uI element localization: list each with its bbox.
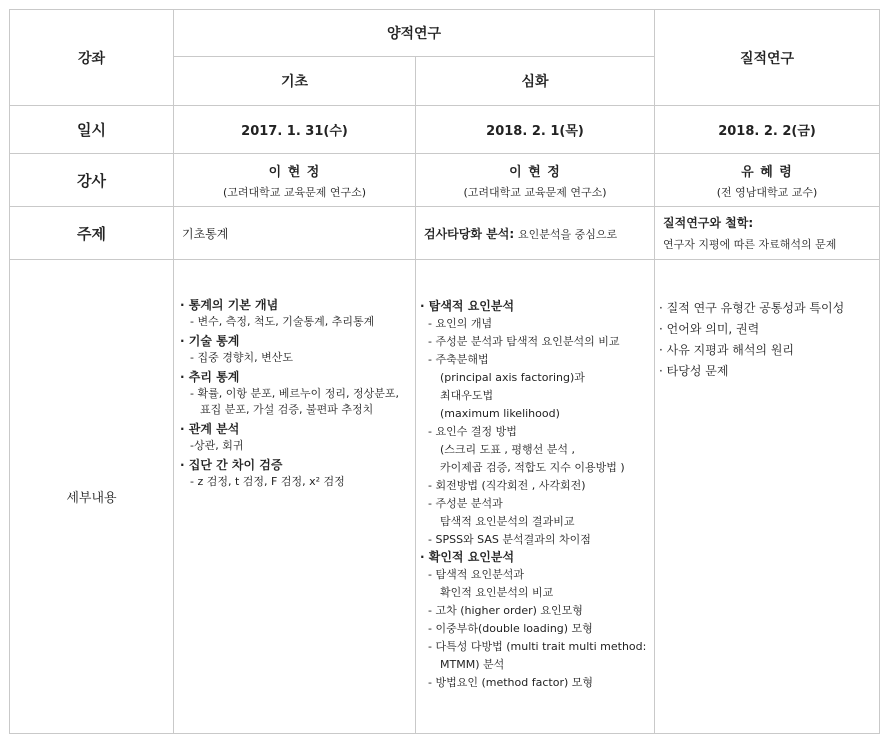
details-advanced-list xyxy=(420,298,654,692)
detail-item: - 확률, 이항 분포, 베르누이 정리, 정상분포, xyxy=(190,387,399,400)
detail-item: · 통계의 기본 개념 xyxy=(180,298,279,312)
detail-item: - 탐색적 요인분석과 xyxy=(428,568,524,581)
detail-item: · 사유 지평과 해석의 원리 xyxy=(659,343,795,357)
detail-item: · 확인적 요인분석 xyxy=(420,550,515,564)
date-qualitative: 2018. 2. 2(금) xyxy=(655,106,880,154)
details-advanced xyxy=(416,260,655,734)
detail-item: - 주축분해법 xyxy=(428,353,489,366)
topic-row-label: 주제 xyxy=(10,207,174,260)
detail-item: - 변수, 측정, 척도, 기술통계, 추리통계 xyxy=(190,315,375,328)
topic-text: 기초통계 xyxy=(182,226,229,241)
detail-item: · 관계 분석 xyxy=(180,422,240,436)
lecturer-name: 유 혜 령 xyxy=(741,164,793,180)
detail-item: · 질적 연구 유형간 공통성과 특이성 xyxy=(659,301,845,315)
details-basic-list xyxy=(180,297,415,490)
detail-item: -상관, 회귀 xyxy=(190,439,244,452)
topic-qualitative xyxy=(655,207,880,260)
detail-item: - z 검정, t 검정, F 검정, x² 검정 xyxy=(190,475,345,488)
detail-item: · 탐색적 요인분석 xyxy=(420,299,515,313)
detail-item: 확인적 요인분석의 비교 xyxy=(440,586,554,599)
date-row-label: 일시 xyxy=(10,106,174,154)
topic-title: 질적연구와 철학: xyxy=(663,216,754,230)
lecturer-name: 이 현 정 xyxy=(509,164,561,180)
detail-item: MTMM) 분석 xyxy=(440,658,505,671)
lecturer-affiliation: (고려대학교 교육문제 연구소) xyxy=(463,185,607,199)
lecturer-row-label: 강사 xyxy=(10,154,174,207)
detail-item: - 방법요인 (method factor) 모형 xyxy=(428,676,594,689)
detail-item: - 주성분 분석과 xyxy=(428,497,503,510)
detail-item: - 다특성 다방법 (multi trait multi method: xyxy=(428,640,647,653)
lecturer-basic xyxy=(174,154,416,207)
lecturer-advanced xyxy=(416,154,655,207)
details-basic xyxy=(174,260,416,734)
qualitative-header: 질적연구 xyxy=(655,10,880,106)
lecturer-affiliation: (고려대학교 교육문제 연구소) xyxy=(222,185,367,199)
detail-item: · 집단 간 차이 검증 xyxy=(180,458,283,472)
detail-item: · 추리 통계 xyxy=(180,370,240,384)
topic-subtitle: 연구자 지평에 따른 자료해석의 문제 xyxy=(663,238,837,251)
lecturer-name: 이 현 정 xyxy=(268,164,321,180)
topic-subtitle: 요인분석을 중심으로 xyxy=(517,227,618,241)
advanced-header: 심화 xyxy=(416,57,655,106)
lecturer-affiliation: (전 영남대학교 교수) xyxy=(716,185,818,199)
detail-item: - 이중부하(double loading) 모형 xyxy=(428,622,593,635)
detail-item: - 집중 경향치, 변산도 xyxy=(190,351,293,364)
details-qualitative-list xyxy=(659,298,879,382)
quantitative-header: 양적연구 xyxy=(174,10,655,57)
detail-item: 표집 분포, 가설 검증, 불편파 추정치 xyxy=(200,403,374,416)
date-advanced: 2018. 2. 1(목) xyxy=(416,106,655,154)
detail-item: 카이제곱 검증, 적합도 지수 이용방법 ) xyxy=(440,461,625,474)
detail-item: 탐색적 요인분석의 결과비교 xyxy=(440,515,575,528)
detail-item: - 요인수 결정 방법 xyxy=(428,425,517,438)
detail-item: (principal axis factoring)과 xyxy=(440,371,585,384)
detail-item: (스크리 도표 , 평행선 분석 , xyxy=(440,443,576,456)
topic-title: 검사타당화 분석: xyxy=(424,226,515,241)
detail-item: (maximum likelihood) xyxy=(440,407,560,420)
detail-item: - 주성분 분석과 탐색적 요인분석의 비교 xyxy=(428,335,620,348)
detail-item: - 요인의 개념 xyxy=(428,317,493,330)
detail-item: · 타당성 문제 xyxy=(659,364,729,378)
detail-item: - 회전방법 (직각회전 , 사각회전) xyxy=(428,479,586,492)
detail-item: - SPSS와 SAS 분석결과의 차이점 xyxy=(428,533,591,546)
detail-item: · 언어와 의미, 권력 xyxy=(659,322,760,336)
course-header: 강좌 xyxy=(10,10,174,106)
detail-item: - 고차 (higher order) 요인모형 xyxy=(428,604,583,617)
date-basic: 2017. 1. 31(수) xyxy=(174,106,416,154)
schedule-table xyxy=(9,9,880,734)
basic-header: 기초 xyxy=(174,57,416,106)
detail-item: 최대우도법 xyxy=(440,389,494,402)
topic-advanced xyxy=(416,207,655,260)
details-qualitative xyxy=(655,260,880,734)
detail-item: · 기술 통계 xyxy=(180,334,240,348)
detail-row-label: 세부내용 xyxy=(10,260,174,734)
lecturer-qualitative xyxy=(655,154,880,207)
topic-basic xyxy=(174,207,416,260)
